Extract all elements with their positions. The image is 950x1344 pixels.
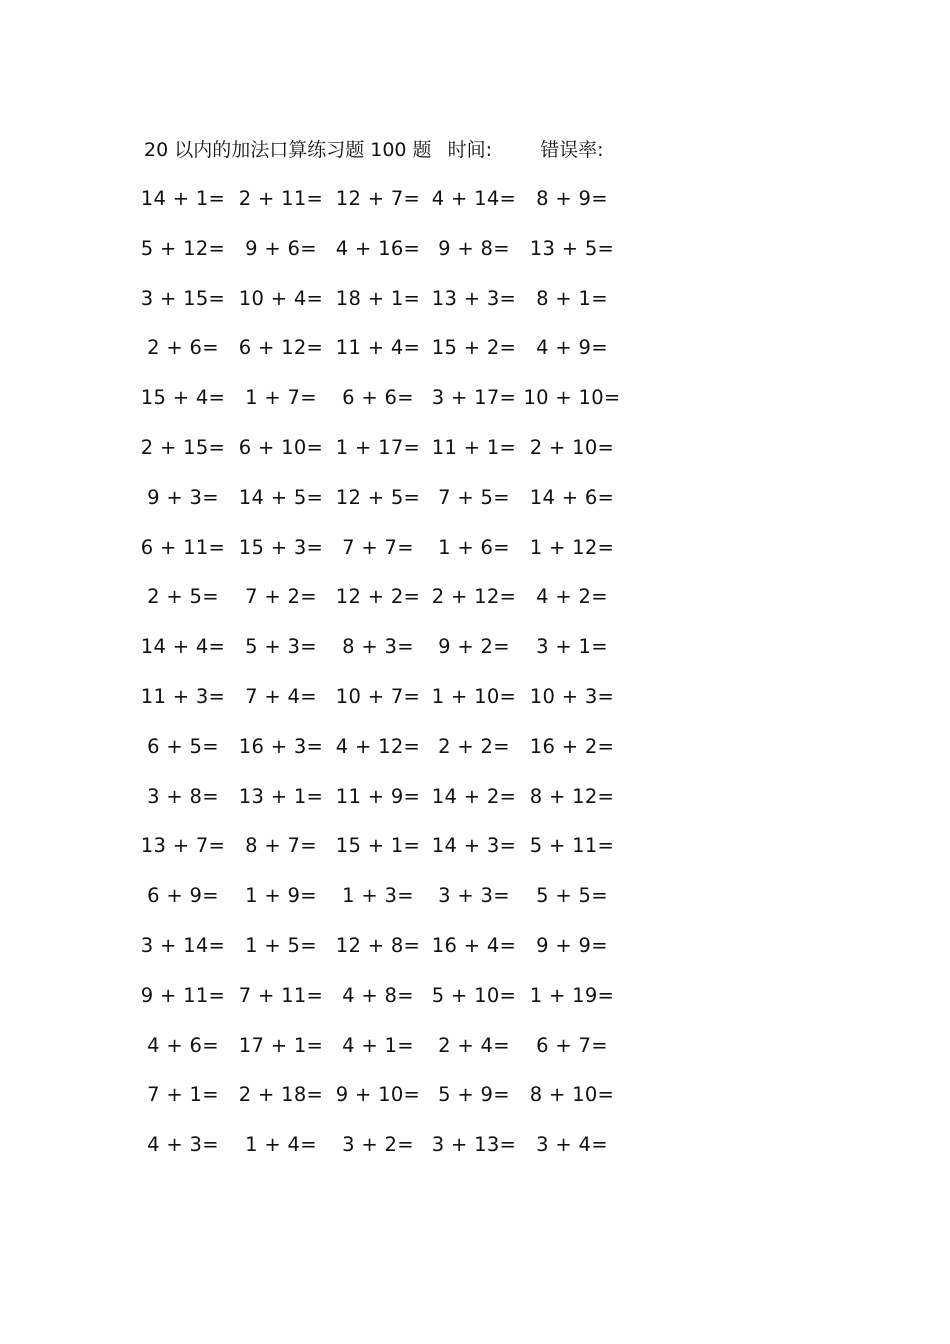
problem-item: 9 + 9= (536, 933, 608, 957)
problem-item: 7 + 4= (245, 684, 317, 708)
problem-item: 12 + 5= (335, 485, 421, 509)
problem-item: 1 + 12= (529, 535, 615, 559)
problem-item: 16 + 2= (529, 734, 615, 758)
problem-row (0, 1033, 950, 1083)
problem-item: 1 + 7= (245, 386, 317, 410)
problem-row (0, 485, 950, 535)
problem-item: 10 + 10= (523, 386, 621, 410)
problem-item: 14 + 6= (529, 485, 615, 509)
problem-item: 14 + 2= (431, 784, 517, 808)
problem-item: 6 + 5= (147, 734, 219, 758)
problem-item: 3 + 4= (536, 1133, 608, 1157)
problem-item: 11 + 4= (335, 336, 421, 360)
problem-item: 4 + 9= (536, 336, 608, 360)
problem-item: 4 + 16= (335, 236, 421, 260)
problem-item: 14 + 4= (140, 635, 226, 659)
problem-item: 3 + 8= (147, 784, 219, 808)
problem-item: 12 + 7= (335, 187, 421, 210)
problem-item: 4 + 1= (342, 1033, 414, 1057)
problem-row (0, 983, 950, 1033)
problem-item: 8 + 10= (529, 1083, 615, 1107)
problem-row (0, 734, 950, 784)
problem-item: 2 + 11= (238, 187, 324, 210)
problem-item: 5 + 10= (431, 983, 517, 1007)
problem-item: 6 + 7= (536, 1033, 608, 1057)
problem-grid (0, 186, 950, 1182)
problem-row (0, 634, 950, 684)
problem-item: 1 + 5= (245, 933, 317, 957)
problem-item: 4 + 6= (147, 1033, 219, 1057)
problem-item: 9 + 8= (438, 236, 510, 260)
problem-item: 4 + 3= (147, 1133, 219, 1157)
problem-item: 9 + 10= (335, 1083, 421, 1107)
problem-item: 5 + 9= (438, 1083, 510, 1107)
problem-item: 2 + 10= (529, 435, 615, 459)
problem-item: 2 + 2= (438, 734, 510, 758)
problem-item: 7 + 7= (342, 535, 414, 559)
problem-item: 6 + 12= (238, 336, 324, 360)
problem-row (0, 236, 950, 286)
problem-item: 7 + 5= (438, 485, 510, 509)
problem-row (0, 1132, 950, 1182)
problem-row (0, 784, 950, 834)
problem-row (0, 435, 950, 485)
problem-item: 16 + 3= (238, 734, 324, 758)
problem-item: 6 + 6= (342, 386, 414, 410)
problem-item: 2 + 15= (140, 435, 226, 459)
problem-item: 15 + 2= (431, 336, 517, 360)
problem-item: 1 + 4= (245, 1133, 317, 1157)
problem-item: 11 + 3= (140, 684, 226, 708)
problem-item: 9 + 11= (140, 983, 226, 1007)
problem-item: 4 + 12= (335, 734, 421, 758)
problem-item: 13 + 3= (431, 286, 517, 310)
problem-item: 4 + 8= (342, 983, 414, 1007)
problem-item: 1 + 17= (335, 435, 421, 459)
problem-item: 6 + 11= (140, 535, 226, 559)
problem-item: 1 + 19= (529, 983, 615, 1007)
problem-item: 8 + 7= (245, 834, 317, 858)
problem-item: 12 + 8= (335, 933, 421, 957)
problem-row (0, 385, 950, 435)
problem-item: 3 + 1= (536, 635, 608, 659)
problem-item: 5 + 3= (245, 635, 317, 659)
problem-row (0, 335, 950, 385)
problem-item: 18 + 1= (335, 286, 421, 310)
problem-item: 14 + 3= (431, 834, 517, 858)
problem-item: 7 + 11= (238, 983, 324, 1007)
problem-item: 11 + 1= (431, 435, 517, 459)
time-label: 时间: (447, 139, 493, 161)
problem-item: 15 + 4= (140, 386, 226, 410)
problem-item: 3 + 3= (438, 884, 510, 908)
problem-item: 9 + 2= (438, 635, 510, 659)
problem-item: 15 + 1= (335, 834, 421, 858)
problem-item: 3 + 17= (431, 386, 517, 410)
problem-item: 10 + 3= (529, 684, 615, 708)
problem-item: 2 + 18= (238, 1083, 324, 1107)
problem-item: 2 + 5= (147, 585, 219, 609)
problem-item: 8 + 1= (536, 286, 608, 310)
error-rate-label: 错误率: (540, 139, 604, 161)
problem-item: 3 + 15= (140, 286, 226, 310)
problem-row (0, 933, 950, 983)
problem-item: 16 + 4= (431, 933, 517, 957)
problem-item: 2 + 4= (438, 1033, 510, 1057)
problem-item: 2 + 6= (147, 336, 219, 360)
problem-item: 14 + 1= (140, 187, 226, 210)
problem-item: 8 + 3= (342, 635, 414, 659)
problem-item: 3 + 14= (140, 933, 226, 957)
problem-row (0, 286, 950, 336)
problem-item: 5 + 11= (529, 834, 615, 858)
problem-item: 5 + 12= (140, 236, 226, 260)
problem-row (0, 883, 950, 933)
problem-row (0, 1082, 950, 1132)
problem-row (0, 186, 950, 236)
problem-item: 1 + 3= (342, 884, 414, 908)
problem-item: 15 + 3= (238, 535, 324, 559)
problem-item: 2 + 12= (431, 585, 517, 609)
problem-item: 8 + 9= (536, 187, 608, 210)
problem-item: 13 + 7= (140, 834, 226, 858)
problem-item: 17 + 1= (238, 1033, 324, 1057)
problem-item: 6 + 9= (147, 884, 219, 908)
problem-item: 7 + 1= (147, 1083, 219, 1107)
problem-row (0, 833, 950, 883)
worksheet-header (144, 138, 603, 162)
problem-row (0, 684, 950, 734)
problem-item: 11 + 9= (335, 784, 421, 808)
problem-item: 3 + 2= (342, 1133, 414, 1157)
problem-item: 10 + 7= (335, 684, 421, 708)
problem-item: 10 + 4= (238, 286, 324, 310)
problem-item: 1 + 6= (438, 535, 510, 559)
problem-item: 13 + 5= (529, 236, 615, 260)
problem-item: 4 + 2= (536, 585, 608, 609)
problem-row (0, 535, 950, 585)
problem-item: 9 + 3= (147, 485, 219, 509)
problem-item: 14 + 5= (238, 485, 324, 509)
problem-item: 5 + 5= (536, 884, 608, 908)
problem-item: 7 + 2= (245, 585, 317, 609)
worksheet-title: 20 以内的加法口算练习题 100 题 (144, 139, 432, 161)
problem-item: 12 + 2= (335, 585, 421, 609)
problem-item: 1 + 9= (245, 884, 317, 908)
problem-item: 3 + 13= (431, 1133, 517, 1157)
problem-item: 13 + 1= (238, 784, 324, 808)
problem-item: 9 + 6= (245, 236, 317, 260)
problem-item: 8 + 12= (529, 784, 615, 808)
problem-item: 4 + 14= (431, 187, 517, 210)
problem-item: 6 + 10= (238, 435, 324, 459)
problem-row (0, 584, 950, 634)
problem-item: 1 + 10= (431, 684, 517, 708)
